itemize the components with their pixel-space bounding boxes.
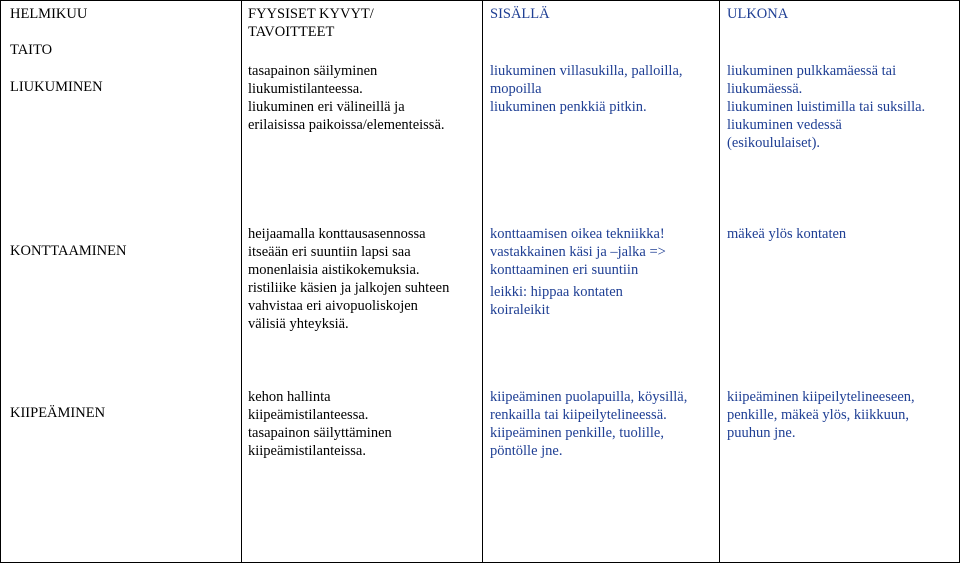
indoor-line: pöntölle jne. [490,443,563,459]
outdoor-line: liukuminen luistimilla tai suksilla. [727,99,926,115]
row-skill-konttaaminen: KONTTAAMINEN [10,243,127,259]
indoor-line: konttaamisen oikea tekniikka! [490,226,665,242]
goal-line: erilaisissa paikoissa/elementeissä. [248,117,445,133]
goal-line: kehon hallinta [248,389,331,405]
indoor-line: kiipeäminen puolapuilla, köysillä, [490,389,688,405]
outdoor-line: (esikoululaiset). [727,135,821,151]
outdoor-line: mäkeä ylös kontaten [727,226,847,242]
goal-line: monenlaisia aistikokemuksia. [248,262,420,278]
goal-line: vahvistaa eri aivopuoliskojen [248,298,418,314]
row-indoor-liukuminen [490,62,715,116]
row-outdoor-konttaaminen [727,225,952,243]
row-indoor-kiipeaminen [490,388,715,460]
row-goals-liukuminen [248,62,478,134]
indoor-line: renkailla tai kiipeilytelineessä. [490,407,667,423]
outdoor-line: liukuminen pulkkamäessä tai [727,63,897,79]
outdoor-line: kiipeäminen kiipeilytelineeseen, [727,389,915,405]
row-skill-liukuminen: LIUKUMINEN [10,79,103,95]
header-taito: TAITO [10,42,53,58]
goal-line: liukuminen eri välineillä ja [248,99,405,115]
goal-line: välisiä yhteyksiä. [248,316,349,332]
row-goals-kiipeaminen [248,388,478,460]
column-divider-3 [719,0,720,562]
outdoor-line: puuhun jne. [727,425,796,441]
goal-line: ristiliike käsien ja jalkojen suhteen [248,280,450,296]
header-outdoor: ULKONA [727,6,789,22]
indoor-line: vastakkainen käsi ja –jalka => [490,244,666,260]
goal-line: tasapainon säilyttäminen [248,425,392,441]
row-skill-kiipeaminen: KIIPEÄMINEN [10,405,106,421]
indoor-line: kiipeäminen penkille, tuolille, [490,425,664,441]
column-divider-1 [241,0,242,562]
goal-line: itseään eri suuntiin lapsi saa [248,244,411,260]
header-goals-line-2: TAVOITTEET [248,24,335,40]
goal-line: tasapainon säilyminen [248,63,378,79]
indoor-line: konttaaminen eri suuntiin [490,262,639,278]
row-indoor-konttaaminen [490,225,715,319]
goal-line: heijaamalla konttausasennossa [248,226,426,242]
header-goals-line-1: FYYSISET KYVYT/ [248,6,374,22]
row-goals-konttaaminen [248,225,478,333]
header-cell-taito [10,5,236,59]
row-outdoor-kiipeaminen [727,388,952,442]
goal-line: kiipeämistilanteissa. [248,443,366,459]
indoor-line: koiraleikit [490,302,550,318]
header-indoor: SISÄLLÄ [490,6,550,22]
outdoor-line: liukumäessä. [727,81,803,97]
row-outdoor-liukuminen [727,62,952,152]
indoor-line: leikki: hippaa kontaten [490,284,623,300]
indoor-line: mopoilla [490,81,542,97]
indoor-line: liukuminen penkkiä pitkin. [490,99,647,115]
outdoor-line: liukuminen vedessä [727,117,842,133]
table-border-left [0,0,1,562]
goal-line: kiipeämistilanteessa. [248,407,369,423]
column-divider-2 [482,0,483,562]
indoor-line: liukuminen villasukilla, palloilla, [490,63,683,79]
header-helmikuu: HELMIKUU [10,6,88,22]
goal-line: liukumistilanteessa. [248,81,363,97]
header-cell-goals [248,5,478,41]
outdoor-line: penkille, mäkeä ylös, kiikkuun, [727,407,910,423]
table-border-top [0,0,960,1]
